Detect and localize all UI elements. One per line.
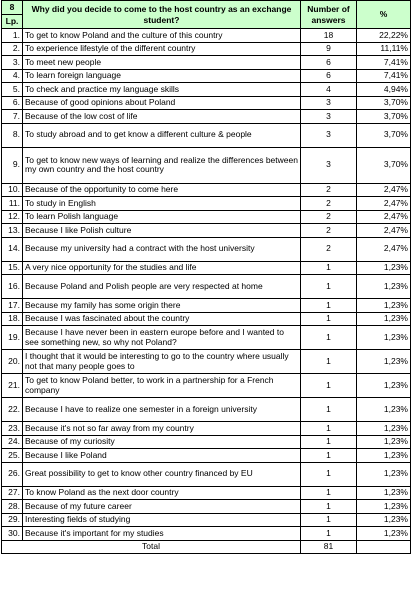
answer-percent: 1,23% <box>357 513 411 527</box>
answer-percent: 2,47% <box>357 210 411 224</box>
answer-percent: 1,23% <box>357 435 411 449</box>
count-column-header: Number of answers <box>301 1 357 29</box>
total-row <box>2 540 411 553</box>
reason-text: A very nice opportunity for the studies and life <box>23 261 301 275</box>
table-row <box>2 197 411 211</box>
answer-count: 1 <box>301 350 357 374</box>
table-row <box>2 312 411 326</box>
table-row <box>2 435 411 449</box>
table-row <box>2 449 411 463</box>
row-number: 8. <box>2 123 23 147</box>
answer-percent: 1,23% <box>357 398 411 422</box>
answer-count: 1 <box>301 374 357 398</box>
reason-text: Because I was fascinated about the country <box>23 312 301 326</box>
row-number: 30. <box>2 527 23 541</box>
answer-percent: 3,70% <box>357 147 411 183</box>
answer-percent: 11,11% <box>357 42 411 56</box>
answer-percent: 2,47% <box>357 183 411 197</box>
answer-percent: 1,23% <box>357 422 411 436</box>
answer-count: 1 <box>301 513 357 527</box>
reason-text: To get to know Poland better, to work in a partnership for a French company <box>23 374 301 398</box>
lp-column-header: Lp. <box>2 15 23 29</box>
reason-text: To study abroad and to get know a different culture & people <box>23 123 301 147</box>
table-row <box>2 147 411 183</box>
table-row <box>2 326 411 350</box>
row-number: 12. <box>2 210 23 224</box>
answer-count: 2 <box>301 197 357 211</box>
answer-percent: 1,23% <box>357 299 411 313</box>
reason-text: To know Poland as the next door country <box>23 486 301 500</box>
header-row-top <box>2 1 411 15</box>
row-number: 27. <box>2 486 23 500</box>
row-number: 20. <box>2 350 23 374</box>
answer-percent: 2,47% <box>357 237 411 261</box>
answer-count: 1 <box>301 462 357 486</box>
answer-percent: 1,23% <box>357 449 411 463</box>
reason-text: To experience lifestyle of the different country <box>23 42 301 56</box>
percent-column-header: % <box>357 1 411 29</box>
answer-percent: 1,23% <box>357 486 411 500</box>
table-row <box>2 237 411 261</box>
table-row <box>2 29 411 43</box>
table-row <box>2 422 411 436</box>
row-number: 10. <box>2 183 23 197</box>
answer-count: 3 <box>301 147 357 183</box>
answer-count: 1 <box>301 261 357 275</box>
reason-text: To check and practice my language skills <box>23 83 301 97</box>
reason-text: Because of the opportunity to come here <box>23 183 301 197</box>
table-row <box>2 527 411 541</box>
answer-count: 1 <box>301 449 357 463</box>
reason-text: Because of my future career <box>23 500 301 514</box>
answer-count: 3 <box>301 123 357 147</box>
table-row <box>2 374 411 398</box>
answer-count: 2 <box>301 224 357 238</box>
row-number: 29. <box>2 513 23 527</box>
reason-text: Because my family has some origin there <box>23 299 301 313</box>
reason-text: Because it's important for my studies <box>23 527 301 541</box>
reason-text: To get to know new ways of learning and realize the differences between my own country and the host country <box>23 147 301 183</box>
answer-count: 2 <box>301 183 357 197</box>
total-percent-cell <box>357 540 411 553</box>
row-number: 26. <box>2 462 23 486</box>
answer-count: 1 <box>301 299 357 313</box>
answer-percent: 1,23% <box>357 275 411 299</box>
answer-percent: 2,47% <box>357 197 411 211</box>
table-row <box>2 83 411 97</box>
reason-text: Because Poland and Polish people are very respected at home <box>23 275 301 299</box>
row-number: 2. <box>2 42 23 56</box>
row-number: 23. <box>2 422 23 436</box>
answer-count: 1 <box>301 486 357 500</box>
answer-count: 1 <box>301 500 357 514</box>
table-row <box>2 275 411 299</box>
table-row <box>2 69 411 83</box>
reason-text: Because of my curiosity <box>23 435 301 449</box>
answer-percent: 2,47% <box>357 224 411 238</box>
reason-text: Because my university had a contract with the host university <box>23 237 301 261</box>
table-header <box>2 1 411 29</box>
question-text: Why did you decide to come to the host country as an exchange student? <box>23 1 301 29</box>
answer-count: 6 <box>301 56 357 70</box>
table-row <box>2 513 411 527</box>
table-row <box>2 299 411 313</box>
table-row <box>2 261 411 275</box>
reason-text: Because I have to realize one semester in a foreign university <box>23 398 301 422</box>
table-row <box>2 210 411 224</box>
answer-count: 1 <box>301 275 357 299</box>
answer-percent: 7,41% <box>357 69 411 83</box>
row-number: 9. <box>2 147 23 183</box>
row-number: 19. <box>2 326 23 350</box>
row-number: 3. <box>2 56 23 70</box>
survey-table <box>1 0 411 554</box>
row-number: 28. <box>2 500 23 514</box>
answer-percent: 1,23% <box>357 350 411 374</box>
table-row <box>2 350 411 374</box>
answer-percent: 3,70% <box>357 96 411 110</box>
answer-percent: 3,70% <box>357 123 411 147</box>
table-row <box>2 500 411 514</box>
table-row <box>2 110 411 124</box>
row-number: 18. <box>2 312 23 326</box>
table-row <box>2 224 411 238</box>
row-number: 25. <box>2 449 23 463</box>
table-row <box>2 486 411 500</box>
row-number: 7. <box>2 110 23 124</box>
row-number: 14. <box>2 237 23 261</box>
row-number: 22. <box>2 398 23 422</box>
row-number: 17. <box>2 299 23 313</box>
question-number: 8 <box>2 1 23 15</box>
row-number: 13. <box>2 224 23 238</box>
reason-text: To learn foreign language <box>23 69 301 83</box>
table-row <box>2 96 411 110</box>
answer-count: 1 <box>301 527 357 541</box>
row-number: 24. <box>2 435 23 449</box>
answer-count: 18 <box>301 29 357 43</box>
answer-percent: 22,22% <box>357 29 411 43</box>
total-count: 81 <box>301 540 357 553</box>
reason-text: To get to know Poland and the culture of this country <box>23 29 301 43</box>
reason-text: To meet new people <box>23 56 301 70</box>
answer-count: 1 <box>301 422 357 436</box>
reason-text: To study in English <box>23 197 301 211</box>
answer-count: 2 <box>301 210 357 224</box>
reason-text: Because of the low cost of life <box>23 110 301 124</box>
answer-count: 4 <box>301 83 357 97</box>
answer-percent: 7,41% <box>357 56 411 70</box>
total-label: Total <box>2 540 301 553</box>
answer-percent: 4,94% <box>357 83 411 97</box>
table-row <box>2 183 411 197</box>
row-number: 21. <box>2 374 23 398</box>
reason-text: Because I like Poland <box>23 449 301 463</box>
table-row <box>2 42 411 56</box>
answer-percent: 1,23% <box>357 374 411 398</box>
table-row <box>2 56 411 70</box>
row-number: 5. <box>2 83 23 97</box>
reason-text: Because it's not so far away from my country <box>23 422 301 436</box>
row-number: 4. <box>2 69 23 83</box>
table-row <box>2 398 411 422</box>
reason-text: Because of good opinions about Poland <box>23 96 301 110</box>
answer-count: 1 <box>301 435 357 449</box>
answer-count: 1 <box>301 398 357 422</box>
row-number: 1. <box>2 29 23 43</box>
row-number: 15. <box>2 261 23 275</box>
row-number: 11. <box>2 197 23 211</box>
answer-count: 3 <box>301 110 357 124</box>
row-number: 16. <box>2 275 23 299</box>
answer-percent: 1,23% <box>357 462 411 486</box>
answer-count: 9 <box>301 42 357 56</box>
reason-text: To learn Polish language <box>23 210 301 224</box>
reason-text: Interesting fields of studying <box>23 513 301 527</box>
reason-text: Because I like Polish culture <box>23 224 301 238</box>
reason-text: Great possibility to get to know other country financed by EU <box>23 462 301 486</box>
answer-percent: 1,23% <box>357 500 411 514</box>
table-row <box>2 123 411 147</box>
table-row <box>2 462 411 486</box>
answer-percent: 1,23% <box>357 312 411 326</box>
answer-percent: 1,23% <box>357 326 411 350</box>
table-body <box>2 29 411 541</box>
answer-percent: 1,23% <box>357 527 411 541</box>
reason-text: Because I have never been in eastern europe before and I wanted to see something new, so why not Poland? <box>23 326 301 350</box>
answer-count: 6 <box>301 69 357 83</box>
answer-percent: 1,23% <box>357 261 411 275</box>
row-number: 6. <box>2 96 23 110</box>
reason-text: I thought that it would be interesting to go to the country where usually not that many people goes to <box>23 350 301 374</box>
answer-count: 2 <box>301 237 357 261</box>
answer-percent: 3,70% <box>357 110 411 124</box>
answer-count: 1 <box>301 312 357 326</box>
answer-count: 1 <box>301 326 357 350</box>
answer-count: 3 <box>301 96 357 110</box>
